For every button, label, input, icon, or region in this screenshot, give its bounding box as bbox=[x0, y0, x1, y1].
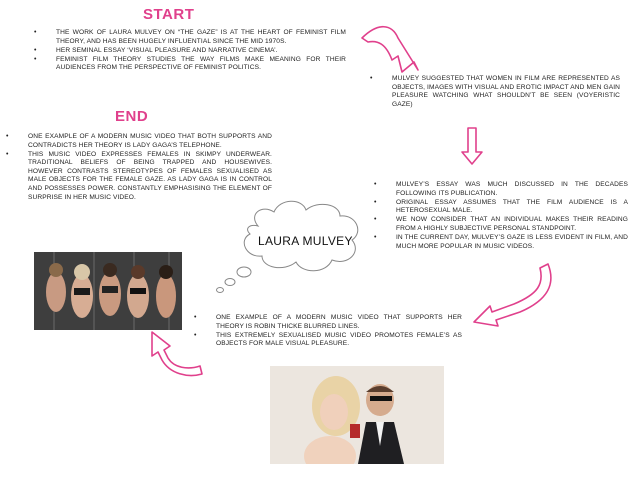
list-item: • FEMINIST FILM THEORY STUDIES THE WAY FILMS MAKE MEANING FOR THEIR AUDIENCES FROM THE PERSPECTIVE OF FEMINIST POLITICS. bbox=[56, 56, 346, 73]
list-item: • WE NOW CONSIDER THAT AN INDIVIDUAL MAKES THEIR READING FROM A HIGHLY SUBJECTIVE PERSONAL STANDPOINT. bbox=[396, 216, 628, 233]
list-item: • ONE EXAMPLE OF A MODERN MUSIC VIDEO THAT SUPPORTS HER THEORY IS ROBIN THICKE BLURRED LINES. bbox=[216, 314, 462, 331]
gaga-list bbox=[28, 133, 272, 203]
list-item: • THIS EXTREMELY SEXUALISED MUSIC VIDEO PROMOTES FEMALE’S AS OBJECTS FOR MALE VISUAL PLEASURE. bbox=[216, 332, 462, 349]
cloud-label: LAURA MULVEY bbox=[258, 234, 353, 248]
intro-list bbox=[56, 29, 346, 73]
arrow-curve-top-right bbox=[362, 27, 418, 72]
blurred-lines-video-still bbox=[270, 366, 444, 464]
list-item: • ORIGINAL ESSAY ASSUMES THAT THE FILM AUDIENCE IS A HETEROSEXUAL MALE. bbox=[396, 199, 628, 216]
end-heading: END bbox=[115, 108, 149, 125]
arrow-curve-bottom-right bbox=[474, 264, 551, 326]
list-item: • IN THE CURRENT DAY, MULVEY’S GAZE IS LESS EVIDENT IN FILM, AND MUCH MORE POPULAR IN MUSIC VIDEOS. bbox=[396, 234, 628, 251]
list-item: • MULVEY’S ESSAY WAS MUCH DISCUSSED IN THE DECADES FOLLOWING ITS PUBLICATION. bbox=[396, 181, 628, 198]
blurred-lines-list bbox=[216, 314, 462, 349]
arrow-down-right bbox=[462, 128, 482, 164]
list-item: • ONE EXAMPLE OF A MODERN MUSIC VIDEO THAT BOTH SUPPORTS AND CONTRADICTS HER THEORY IS LADY GAGA’S TELEPHONE. bbox=[28, 133, 272, 150]
list-item: • MULVEY SUGGESTED THAT WOMEN IN FILM ARE REPRESENTED AS OBJECTS, IMAGES WITH VISUAL AND EROTIC IMPACT AND MEN GAIN PLEASURE WATCHING WHAT SHOULDN’T BE SEEN (VOYERISTIC GAZE) bbox=[392, 75, 620, 109]
list-item: • THE WORK OF LAURA MULVEY ON “THE GAZE” IS AT THE HEART OF FEMINIST FILM THEORY, AND HAS BEEN HUGELY INFLUENTIAL SINCE THE MID 1970S. bbox=[56, 29, 346, 46]
list-item: • HER SEMINAL ESSAY ‘VISUAL PLEASURE AND NARRATIVE CINEMA’. bbox=[56, 47, 346, 56]
objects-list bbox=[392, 75, 620, 110]
list-item: • THIS MUSIC VIDEO EXPRESSES FEMALES IN SKIMPY UNDERWEAR. TRADITIONAL BELIEFS OF BEING TRAPPED AND HOUSEWIVES. HOWEVER CONTRASTS STEREOTYPES OF FEMALES SEXUALISED AS MALE OBJECTS FOR THE FEMALE GAZE. AS LADY GAGA IS IN CONTROL AND POSSESSES POWER. CONSTANTLY EMPHASISING THE ELEMENT OF SURPRISE IN HER MUSIC VIDEO. bbox=[28, 151, 272, 203]
essay-list bbox=[396, 181, 628, 252]
start-heading: START bbox=[143, 6, 195, 23]
telephone-video-still bbox=[34, 252, 182, 330]
